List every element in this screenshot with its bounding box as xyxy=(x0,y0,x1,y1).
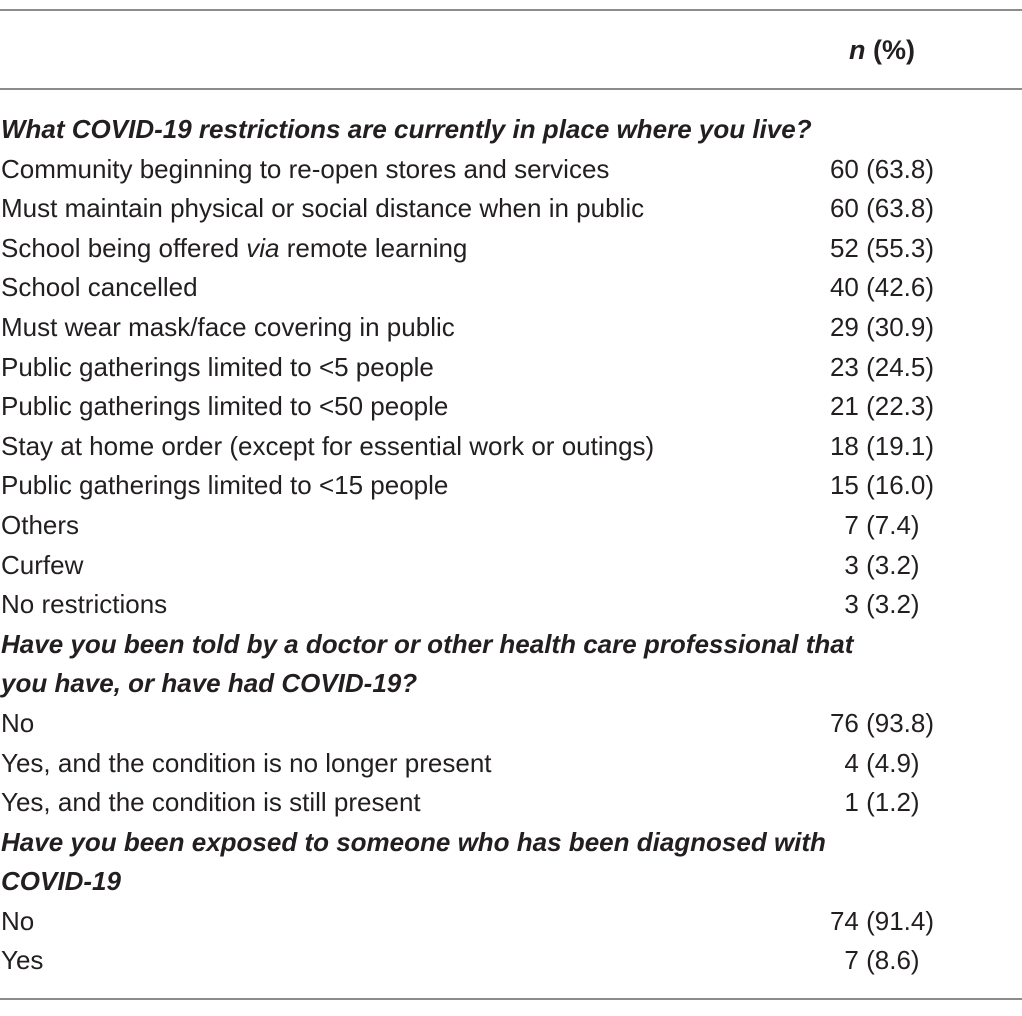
table-row xyxy=(0,427,1022,467)
table-row xyxy=(0,941,1022,981)
row-value: 29 (30.9) xyxy=(829,311,935,342)
table-row xyxy=(0,744,1022,784)
row-label: Yes, and the condition is still present xyxy=(1,787,421,818)
table-top-rule xyxy=(0,9,1022,11)
question-text-line1: Have you been told by a doctor or other health care professional that xyxy=(1,628,854,659)
table-header-rule xyxy=(0,88,1022,90)
label-italic-part: via xyxy=(246,232,280,263)
table-row xyxy=(0,902,1022,942)
row-value: 60 (63.8) xyxy=(829,153,935,184)
question-text-line1: Have you been exposed to someone who has been diagnosed with xyxy=(1,826,826,857)
table-row xyxy=(0,546,1022,586)
row-label: Public gatherings limited to <15 people xyxy=(1,470,449,501)
n-symbol: n xyxy=(848,35,866,65)
row-label: Must maintain physical or social distance when in public xyxy=(1,193,645,224)
table-row xyxy=(0,783,1022,823)
row-value: 60 (63.8) xyxy=(829,193,935,224)
table-row xyxy=(0,466,1022,506)
row-value: 23 (24.5) xyxy=(829,351,935,382)
row-label: Curfew xyxy=(1,549,84,580)
row-label: No restrictions xyxy=(1,589,168,620)
row-label: Stay at home order (except for essential work or outings) xyxy=(1,430,655,461)
percent-label: (%) xyxy=(873,35,915,65)
section-heading-exposure-continued xyxy=(0,862,1022,902)
label-part: remote learning xyxy=(279,232,468,263)
table-row xyxy=(0,268,1022,308)
row-label: Public gatherings limited to <5 people xyxy=(1,351,434,382)
table-body xyxy=(0,110,1022,981)
row-label: Yes, and the condition is no longer present xyxy=(1,747,492,778)
table-row xyxy=(0,229,1022,269)
row-label: Others xyxy=(1,509,80,540)
row-label: No xyxy=(1,707,35,738)
row-value: 1 (1.2) xyxy=(844,787,920,818)
row-value: 21 (22.3) xyxy=(829,391,935,422)
table-row xyxy=(0,387,1022,427)
row-value: 40 (42.6) xyxy=(829,272,935,303)
row-label: Yes xyxy=(1,945,44,976)
table-row xyxy=(0,585,1022,625)
label-part: School being offered xyxy=(1,232,247,263)
table-row xyxy=(0,189,1022,229)
table-row xyxy=(0,704,1022,744)
question-text: What COVID-19 restrictions are currently in place where you live? xyxy=(1,114,812,144)
question-text-line2: you have, or have had COVID-19? xyxy=(1,668,418,699)
row-value: 76 (93.8) xyxy=(829,707,935,738)
table-bottom-rule xyxy=(0,998,1022,1000)
table-row xyxy=(0,506,1022,546)
row-value: 7 (7.4) xyxy=(844,509,920,540)
section-heading-diagnosis-continued xyxy=(0,664,1022,704)
question-text-line2: COVID-19 xyxy=(1,866,121,897)
section-heading-exposure xyxy=(0,823,1022,863)
row-label: School cancelled xyxy=(1,272,198,303)
section-heading-diagnosis xyxy=(0,625,1022,665)
row-label xyxy=(1,229,467,269)
table-row xyxy=(0,348,1022,388)
row-value: 3 (3.2) xyxy=(844,549,920,580)
row-label: Public gatherings limited to <50 people xyxy=(1,391,449,422)
row-value: 3 (3.2) xyxy=(844,589,920,620)
row-value: 18 (19.1) xyxy=(829,430,935,461)
row-value: 15 (16.0) xyxy=(829,470,935,501)
row-label: Community beginning to re-open stores and services xyxy=(1,153,610,184)
row-value: 7 (8.6) xyxy=(844,945,920,976)
column-header-n-percent xyxy=(780,30,984,70)
table-row xyxy=(0,308,1022,348)
row-label: Must wear mask/face covering in public xyxy=(1,311,455,342)
row-value: 4 (4.9) xyxy=(844,747,920,778)
row-value: 52 (55.3) xyxy=(829,232,935,263)
table-row xyxy=(0,150,1022,190)
row-label: No xyxy=(1,905,35,936)
row-value: 74 (91.4) xyxy=(829,905,935,936)
section-heading-restrictions xyxy=(0,110,1022,150)
